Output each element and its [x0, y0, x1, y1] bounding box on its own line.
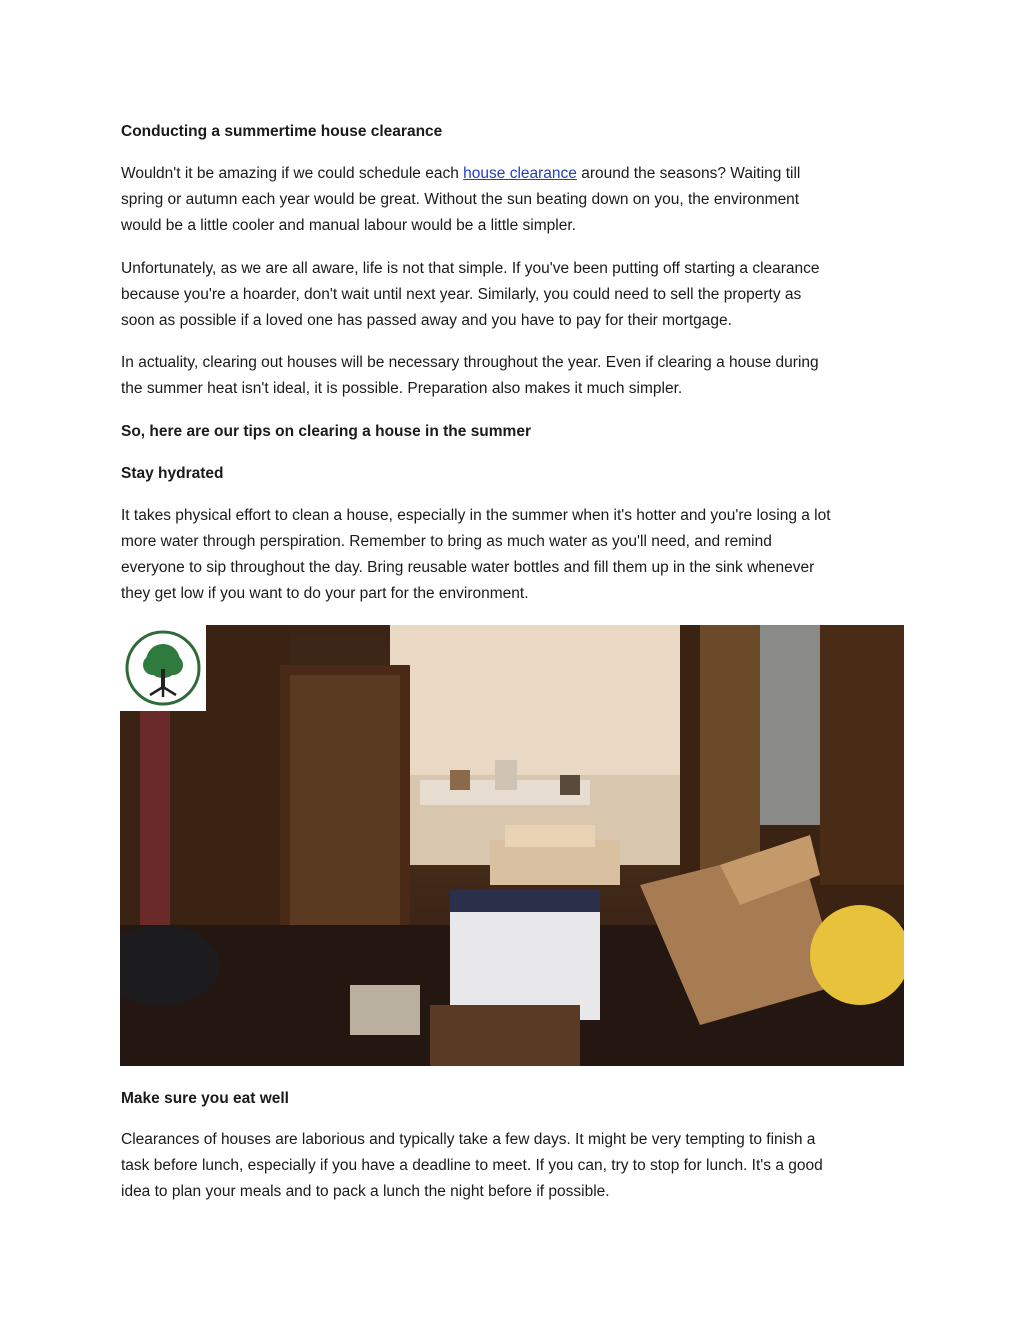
tree-logo-icon — [120, 625, 206, 711]
paragraph-3-line: the summer heat isn't ideal, it is possible. Preparation also makes it much simpler. — [121, 380, 683, 397]
eat-well-line: task before lunch, especially if you have a deadline to meet. If you can, try to stop for lunch. It's a good — [121, 1157, 823, 1174]
intro-text-end: around the seasons? Waiting till — [576, 165, 801, 182]
intro-text-start: Wouldn't it be amazing if we could schedule each — [121, 165, 464, 182]
stay-hydrated-heading: Stay hydrated — [121, 465, 224, 482]
article-title: Conducting a summertime house clearance — [121, 123, 443, 140]
intro-line-3: would be a little cooler and manual labour would be a little simpler. — [121, 217, 576, 234]
house-clearance-link[interactable]: house clearance — [463, 165, 577, 182]
eat-well-line: Clearances of houses are laborious and typically take a few days. It might be very tempting to finish a — [121, 1131, 816, 1148]
paragraph-2-line: Unfortunately, as we are all aware, life is not that simple. If you've been putting off starting a clearance — [121, 260, 820, 277]
room-illustration — [120, 625, 904, 1066]
company-logo — [120, 625, 206, 711]
intro-paragraph — [121, 161, 911, 239]
paragraph-2 — [121, 256, 911, 334]
paragraph-2-line: because you're a hoarder, don't wait until next year. Similarly, you could need to sell the property as — [121, 286, 802, 303]
paragraph-2-line: soon as possible if a loved one has passed away and you have to pay for their mortgage. — [121, 312, 732, 329]
hydrated-line: It takes physical effort to clean a house, especially in the summer when it's hotter and you're losing a lot — [121, 507, 831, 524]
hydrated-line: they get low if you want to do your part for the environment. — [121, 585, 529, 602]
cluttered-room-photo — [120, 625, 904, 1066]
eat-well-heading: Make sure you eat well — [121, 1090, 289, 1107]
intro-line-2: spring or autumn each year would be great. Without the sun beating down on you, the environment — [121, 191, 800, 208]
eat-well-line: idea to plan your meals and to pack a lunch the night before if possible. — [121, 1183, 610, 1200]
tips-heading: So, here are our tips on clearing a house in the summer — [121, 423, 531, 440]
hydrated-line: more water through perspiration. Remember to bring as much water as you'll need, and remind — [121, 533, 772, 550]
eat-well-paragraph — [121, 1127, 911, 1205]
hydrated-line: everyone to sip throughout the day. Bring reusable water bottles and fill them up in the sink whenever — [121, 559, 815, 576]
paragraph-3 — [121, 350, 911, 402]
hydrated-paragraph — [121, 503, 911, 607]
paragraph-3-line: In actuality, clearing out houses will be necessary throughout the year. Even if clearing a house during — [121, 354, 819, 371]
